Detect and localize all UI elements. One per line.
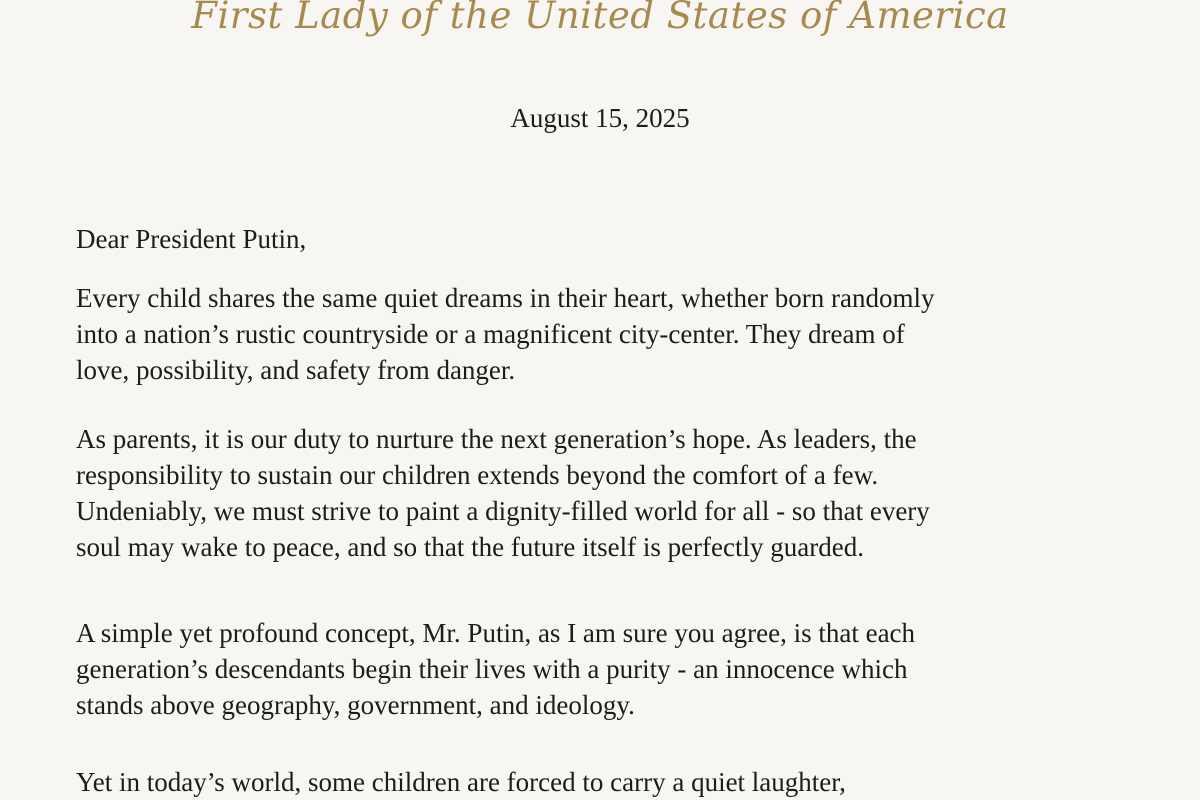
paragraph-line: A simple yet profound concept, Mr. Putin, as I am sure you agree, is that each xyxy=(76,618,916,648)
paragraph-line: love, possibility, and safety from danger. xyxy=(76,355,516,385)
paragraph-line: Every child shares the same quiet dreams in their heart, whether born randomly xyxy=(76,283,935,313)
paragraph-line: generation’s descendants begin their lives with a purity - an innocence which xyxy=(76,654,908,684)
paragraph-line: into a nation’s rustic countryside or a magnificent city-center. They dream of xyxy=(76,319,905,349)
paragraph-1 xyxy=(76,280,1176,388)
paragraph-3 xyxy=(76,615,1176,723)
salutation: Dear President Putin, xyxy=(76,224,307,254)
paragraph-line: Undeniably, we must strive to paint a dignity-filled world for all - so that every xyxy=(76,496,930,526)
paragraph-line: soul may wake to peace, and so that the future itself is perfectly guarded. xyxy=(76,532,864,562)
paragraph-2 xyxy=(76,421,1176,565)
letterhead-title: First Lady of the United States of America xyxy=(191,0,1009,37)
letter-date: August 15, 2025 xyxy=(510,103,690,133)
paragraph-line: As parents, it is our duty to nurture the next generation’s hope. As leaders, the xyxy=(76,424,917,454)
paragraph-line: Yet in today’s world, some children are forced to carry a quiet laughter, xyxy=(76,767,846,797)
paragraph-line: stands above geography, government, and ideology. xyxy=(76,690,635,720)
paragraph-line: responsibility to sustain our children extends beyond the comfort of a few. xyxy=(76,460,879,490)
paragraph-4 xyxy=(76,764,1176,800)
